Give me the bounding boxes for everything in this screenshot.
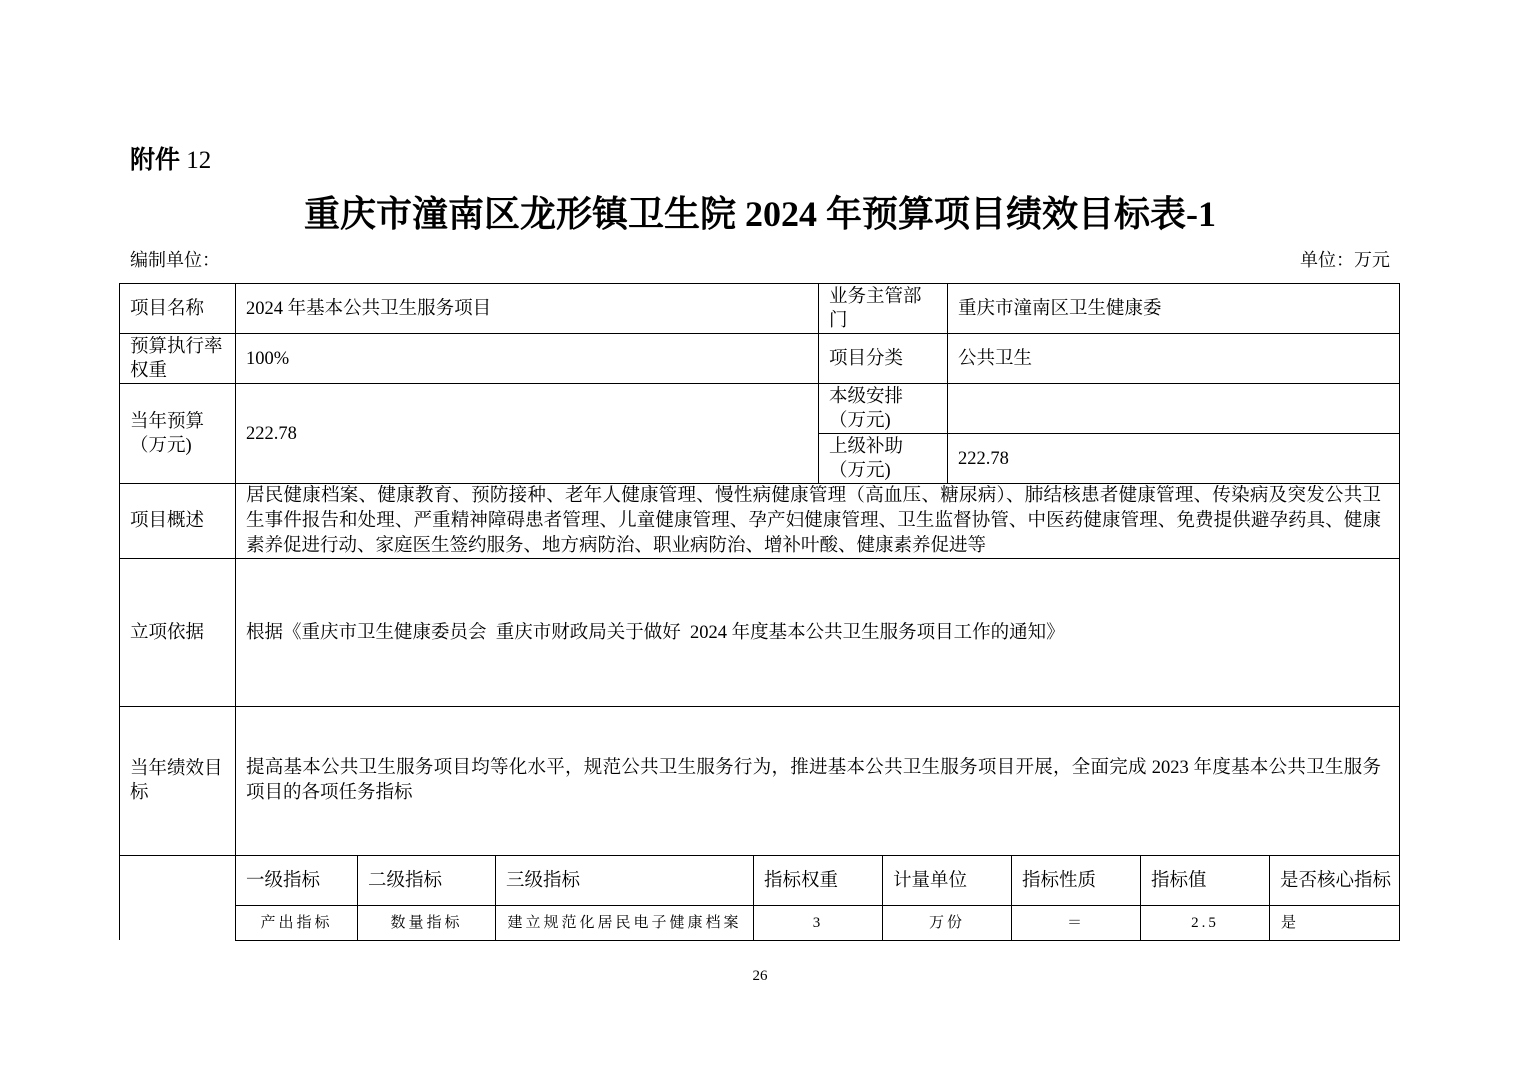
indicator-header-core — [1269, 855, 1400, 906]
indicator-header-text: 指标性质 — [1022, 870, 1097, 891]
category-label-cell — [818, 333, 948, 384]
indicator-header-text: 指标值 — [1151, 870, 1207, 891]
indicator-header-weight — [753, 855, 883, 906]
overview-label-cell — [119, 483, 236, 559]
indicator-header-nature — [1011, 855, 1141, 906]
goal-text: 提高基本公共卫生服务项目均等化水平，规范公共卫生服务行为，推进基本公共卫生服务项目开展，全面完成 2023 年度基本公共卫生服务项目的各项任务指标 — [246, 758, 1381, 803]
indicator-header-value — [1140, 855, 1270, 906]
goal-label: 当年绩效目标 — [130, 759, 223, 803]
dept-label-cell — [818, 283, 948, 334]
indicator-row-core — [1269, 905, 1400, 941]
basis-label: 立项依据 — [130, 622, 205, 643]
local-label: 本级安排（万元) — [829, 386, 904, 431]
dept-label: 业务主管部门 — [829, 286, 922, 331]
indicator-side-cell — [119, 855, 236, 940]
exec-rate-cell — [235, 333, 819, 384]
indicator-cell-text: 产出指标 — [260, 915, 333, 931]
overview-cell — [235, 483, 1400, 559]
budget-cell — [235, 383, 819, 484]
indicator-header-level3 — [495, 855, 754, 906]
indicator-cell-text: 是 — [1281, 915, 1300, 931]
indicator-row-level1 — [235, 905, 358, 941]
indicator-row-unit — [882, 905, 1012, 941]
indicator-header-text: 指标权重 — [764, 870, 839, 891]
goal-cell — [235, 706, 1400, 856]
page-number: 26 — [752, 968, 768, 984]
superior-label-cell — [818, 433, 948, 484]
superior-value: 222.78 — [958, 448, 1009, 469]
budget-label-cell — [119, 383, 236, 484]
category-label: 项目分类 — [829, 348, 904, 369]
budget-label: 当年预算（万元) — [130, 411, 205, 456]
indicator-header-text: 一级指标 — [246, 870, 321, 891]
indicator-header-text: 三级指标 — [506, 870, 581, 891]
dept-cell — [947, 283, 1400, 334]
attachment-number: 12 — [186, 147, 212, 174]
local-label-cell — [818, 383, 948, 434]
unit-label: 单位：万元 — [1300, 250, 1390, 270]
overview-text: 居民健康档案、健康教育、预防接种、老年人健康管理、慢性病健康管理（高血压、糖尿病）、肺结核患者健康管理、传染病及突发公共卫生事件报告和处理、严重精神障碍患者管理、儿童健康管理、孕产妇健康管理、卫生监督协管、中医药健康管理、免费提供避孕药具、健康素养促进行动、家庭医生签约服务、地方病防治、职业病防治、增补叶酸、健康素养促进等 — [246, 485, 1381, 556]
indicator-cell-text: ＝ — [1066, 915, 1085, 931]
exec-rate-label: 预算执行率权重 — [130, 336, 223, 381]
category-value: 公共卫生 — [958, 348, 1033, 369]
exec-rate-label-cell — [119, 333, 236, 384]
project-name-label: 项目名称 — [130, 298, 205, 319]
indicator-cell-text: 数量指标 — [390, 915, 463, 931]
indicator-row-weight — [753, 905, 883, 941]
local-cell — [947, 383, 1400, 434]
indicator-header-level2 — [357, 855, 496, 906]
indicator-cell-text: 万份 — [928, 915, 965, 931]
project-name-cell — [235, 283, 819, 334]
attachment-heading — [130, 144, 211, 178]
budget-value: 222.78 — [246, 423, 297, 444]
indicator-cell-text: 3 — [812, 915, 824, 931]
indicator-header-text: 二级指标 — [368, 870, 443, 891]
indicator-cell-text: 2.5 — [1191, 915, 1219, 931]
basis-text: 根据《重庆市卫生健康委员会 重庆市财政局关于做好 2024 年度基本公共卫生服务项目工作的通知》 — [246, 622, 1065, 643]
compiler-label: 编制单位： — [130, 250, 220, 270]
project-name-value: 2024 年基本公共卫生服务项目 — [246, 298, 492, 319]
indicator-row-value — [1140, 905, 1270, 941]
basis-cell — [235, 558, 1400, 707]
basis-label-cell — [119, 558, 236, 707]
attachment-label: 附件 — [130, 147, 181, 174]
indicator-header-level1 — [235, 855, 358, 906]
superior-label: 上级补助（万元) — [829, 436, 904, 481]
indicator-header-text: 计量单位 — [893, 870, 968, 891]
goal-label-cell — [119, 706, 236, 856]
superior-cell — [947, 433, 1400, 484]
indicator-header-unit — [882, 855, 1012, 906]
document-title: 重庆市潼南区龙形镇卫生院 2024 年预算项目绩效目标表-1 — [304, 194, 1216, 234]
indicator-header-text: 是否核心指标 — [1280, 870, 1392, 891]
exec-rate-value: 100% — [246, 348, 290, 369]
indicator-row-nature — [1011, 905, 1141, 941]
overview-label: 项目概述 — [130, 511, 205, 531]
indicator-cell-text: 建立规范化居民电子健康档案 — [507, 915, 742, 931]
indicator-row-level3 — [495, 905, 754, 941]
project-name-label-cell — [119, 283, 236, 334]
category-cell — [947, 333, 1400, 384]
indicator-row-level2 — [357, 905, 496, 941]
dept-value: 重庆市潼南区卫生健康委 — [958, 298, 1162, 319]
